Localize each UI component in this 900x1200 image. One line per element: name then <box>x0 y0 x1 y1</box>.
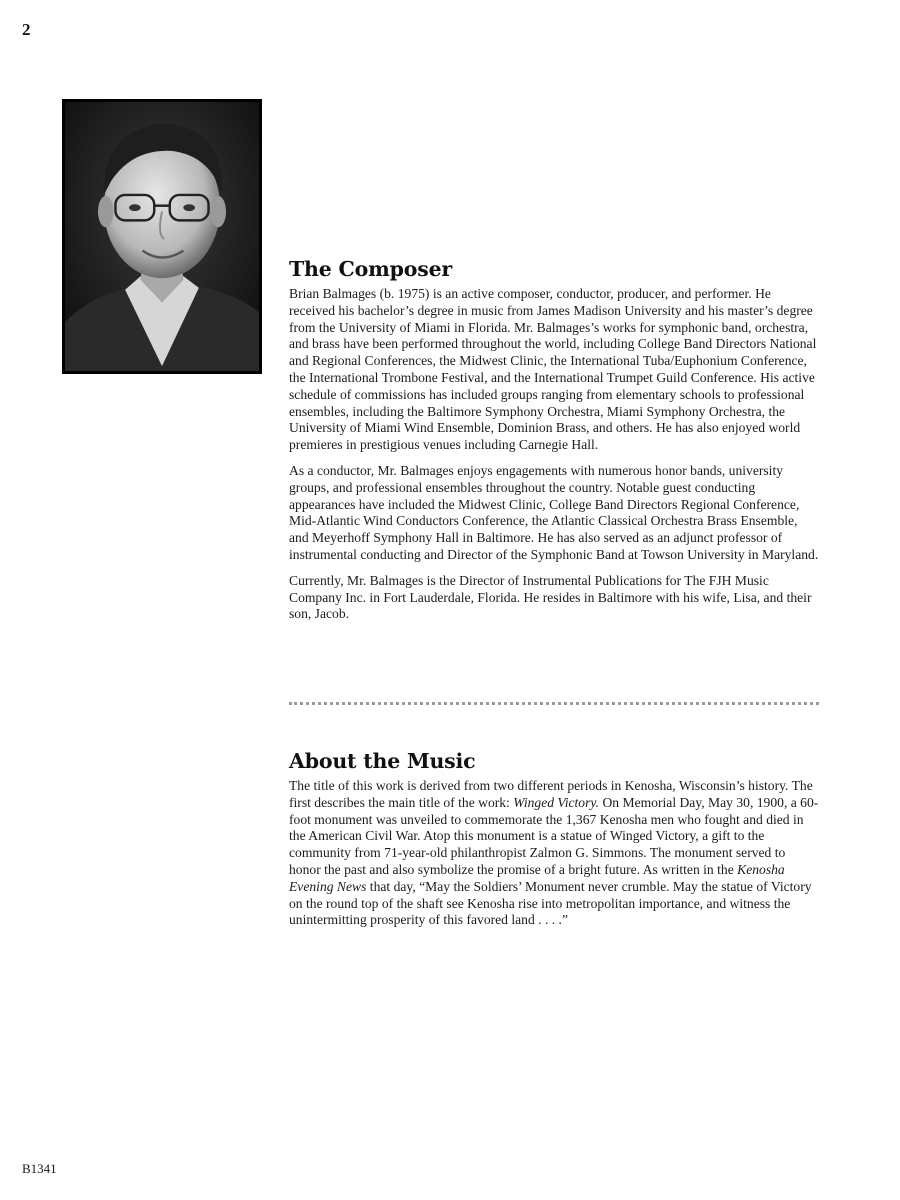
page-number: 2 <box>22 20 31 39</box>
about-music-section <box>289 749 819 938</box>
composer-paragraph-3: Currently, Mr. Balmages is the Director of Instrumental Publications for The FJH Music Company Inc. in Fort Lauderdale, Florida. He resides in Baltimore with his wife, Lisa, and their son, Jacob. <box>289 572 812 622</box>
composer-portrait-image <box>65 102 259 371</box>
about-music-heading: About the Music <box>289 749 476 773</box>
about-music-paragraph <box>289 778 819 929</box>
section-divider <box>289 702 819 705</box>
composer-section <box>289 257 819 632</box>
catalog-code: B1341 <box>22 1161 57 1176</box>
composer-heading: The Composer <box>289 257 453 281</box>
composer-paragraph-1: Brian Balmages (b. 1975) is an active composer, conductor, producer, and performer. He received his bachelor’s degree in music from James Madison University and his master’s degree from the University of Miami in Florida. Mr. Balmages’s works for symphonic band, orchestra, and brass have been performed throughout the world, including College Band Directors National and Regional Conferences, the Midwest Clinic, the International Tuba/Euphonium Conference, the International Trombone Festival, and the International Trumpet Guild Conference. His active schedule of commissions has included groups ranging from elementary schools to professional ensembles, including the Baltimore Symphony Orchestra, Miami Symphony Orchestra, the University of Miami Wind Ensemble, Dominion Brass, and others. He has also enjoyed world premieres in prestigious venues including Carnegie Hall. <box>289 286 817 453</box>
work-title: Winged Victory. <box>513 794 600 810</box>
composer-paragraph-2: As a conductor, Mr. Balmages enjoys engagements with numerous honor bands, university groups, and professional ensembles throughout the country. Notable guest conducting appearances have included the Midwest Clinic, College Band Directors Regional Conference, Mid-Atlantic Wind Conductors Conference, the Atlantic Classical Orchestra Brass Ensemble, and Meyerhoff Symphony Hall in Baltimore. He has also served as an adjunct professor of instrumental conducting and Director of the Symphonic Band at Towson University in Maryland. <box>289 462 819 562</box>
about-text-part-2: On Memorial Day, May 30, 1900, a 60-foot monument was unveiled to commemorate the 1,367 Kenosha men who fought and died in the American Civil War. Atop this monument is a statue of Winged Victory, a gift to the community from 71-year-old philanthropist Zalmon G. Simmons. The monument served to honor the past and also symbolize the promise of a bright future. As written in the <box>289 794 819 877</box>
composer-photo <box>62 99 262 374</box>
about-text-part-3: that day, “May the Soldiers’ Monument never crumble. May the statue of Victory on the round top of the shaft see Kenosha rise into metropolitan importance, and witness the unintermitting prosperity of this favored land . . . .” <box>289 878 812 928</box>
newspaper-title: Kenosha Evening News <box>289 861 785 894</box>
about-text-part-1: The title of this work is derived from two different periods in Kenosha, Wisconsin’s history. The first describes the main title of the work: <box>289 778 813 810</box>
